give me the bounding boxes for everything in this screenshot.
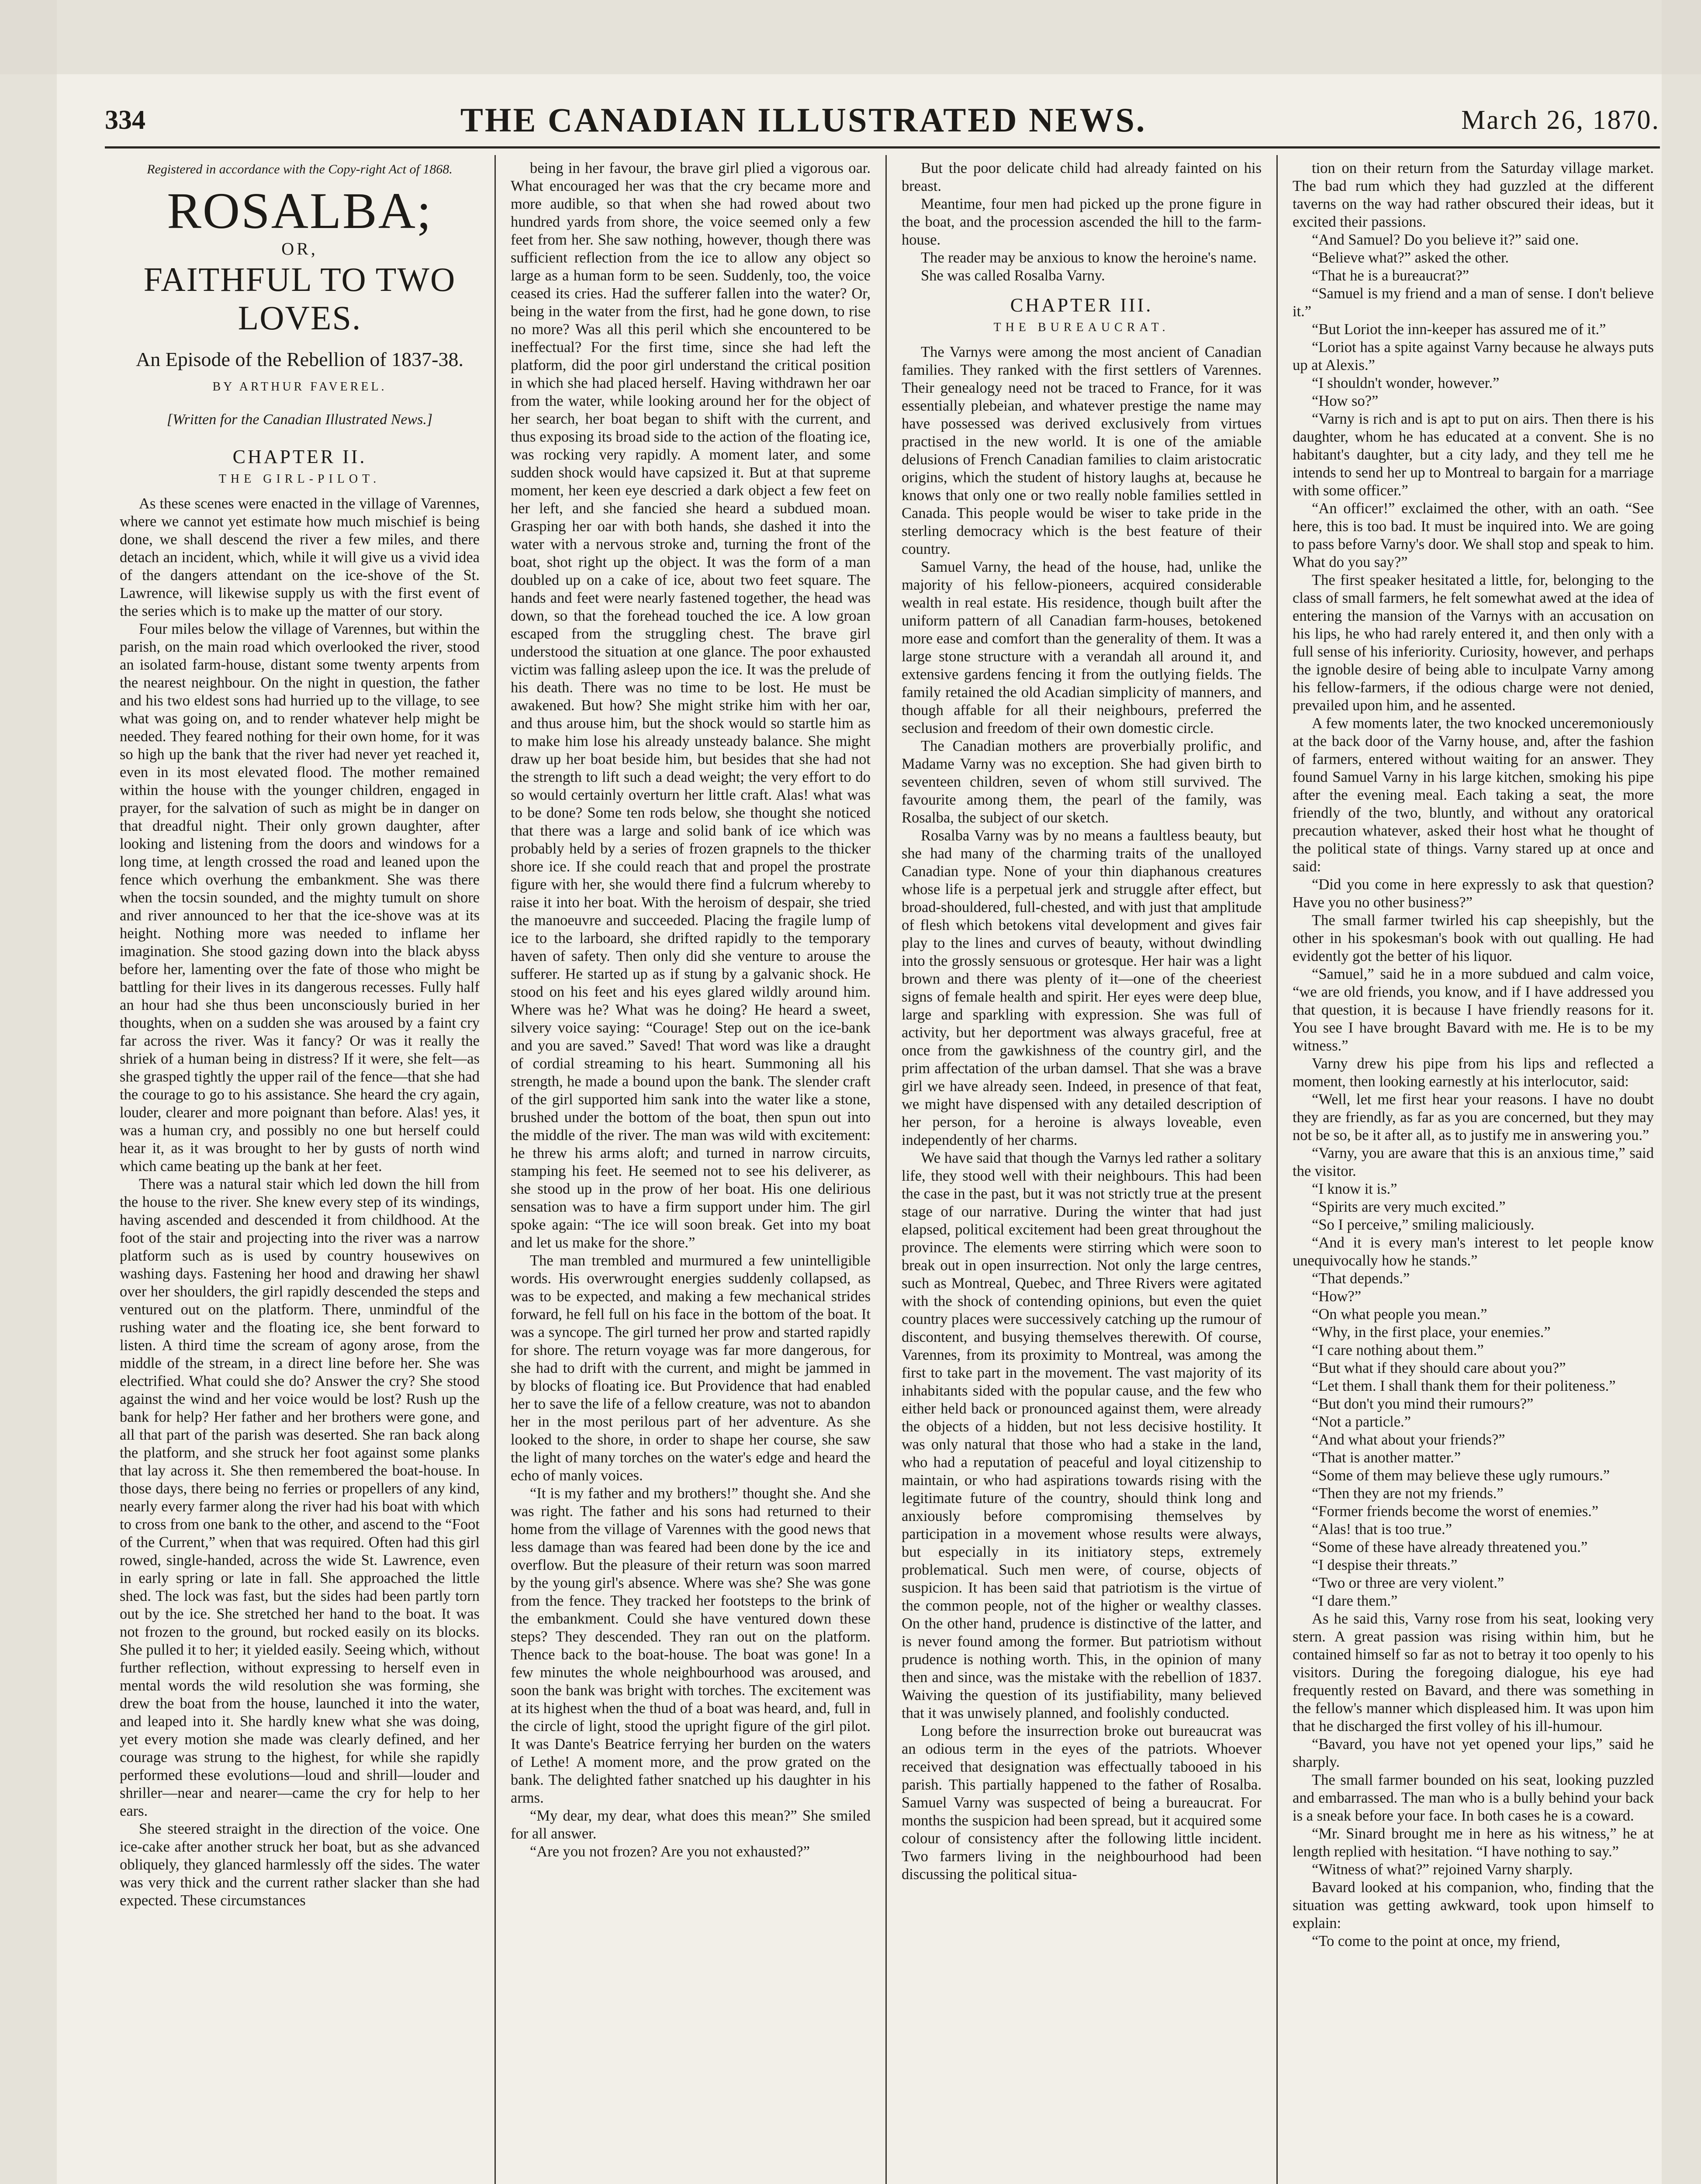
- paragraph: “Well, let me first hear your reasons. I have no doubt they are friendly, as far as you are concerned, but they may not be so, be it after all, as to justify me in answering you.”: [1293, 1091, 1654, 1144]
- paragraph: We have said that though the Varnys led rather a solitary life, they stood well with their neighbours. This had been the case in the past, but it was not strictly true at the present stage of our narrative. During the winter that had just elapsed, political excitement had been great throughout the province. The elements were stirring which were soon to break out in open insurrection. Not only the large centres, such as Montreal, Quebec, and Three Rivers were agitated with the shock of contending opinions, but even the quiet country places were successively catching up the rumour of discontent, and busying themselves therewith. Of course, Varennes, from its proximity to Montreal, was among the first to take part in the movement. The vast majority of its inhabitants sided with the popular cause, and the few who either held back or pronounced against them, were already the objects of a hidden, but not less decisive hostility. It was only natural that those who had a stake in the land, who had a reputation of peaceful and loyal citizenship to maintain, or who had aspirations towards rising with the legitimate future of the country, should think long and anxiously before compromising themselves by participation in a movement whose results were always, but especially in its initiatory steps, extremely problematical. Such men were, of course, objects of suspicion. It has been said that patriotism is the virtue of the common people, not of the higher or wealthy classes. On the other hand, prudence is distinctive of the latter, and is never found among the former. But patriotism without prudence is nothing worth. This, in the opinion of many then and since, was the mistake with the rebellion of 1837. Waiving the question of its justifiability, many believed that it was unwisely planned, and foolishly conducted.: [902, 1150, 1262, 1721]
- paragraph: tion on their return from the Saturday village market. The bad rum which they had guzzled at the different taverns on the way had rather obscured their ideas, but it excited their passions.: [1293, 160, 1654, 230]
- paragraph: She was called Rosalba Varny.: [921, 267, 1105, 284]
- chapter-heading: CHAPTER II.: [232, 446, 367, 467]
- paragraph: The man trembled and murmured a few unintelligible words. His overwrought energies suddenly collapsed, as was to be expected, and making a few mechanical strides forward, he fell full on his face in the bottom of the boat. It was a syncope. The girl turned her prow and started rapidly for shore. The return voyage was far more dangerous, for she had to drift with the current, and might be jammed in by blocks of floating ice. But Providence that had enabled her to save the life of a fellow creature, was not to abandon her in the most perilous part of her adventure. As she looked to the shore, in order to shape her course, she saw the light of many torches on the water's edge and heard the echo of manly voices.: [511, 1252, 871, 1484]
- paragraph: “My dear, my dear, what does this mean?” She smiled for all answer.: [511, 1807, 871, 1842]
- paragraph: Samuel Varny, the head of the house, had, unlike the majority of his fellow-pioneers, acquired considerable wealth in real estate. His residence, though built after the uniform pattern of all Canadian farm-houses, betokened more ease and comfort than the generality of them. It was a large stone structure with a verandah all around it, and extensive gardens fencing it from the outlying fields. The family retained the old Acadian simplicity of manners, and though affable for all their neighbours, preferred the seclusion and freedom of their own domestic circle.: [902, 559, 1262, 736]
- paragraph: “Believe what?” asked the other.: [1312, 249, 1509, 266]
- paragraph: “Why, in the first place, your enemies.”: [1312, 1324, 1551, 1341]
- paragraph: “Mr. Sinard brought me in here as his witness,” he at length replied with hesitation. “I have nothing to say.”: [1293, 1825, 1654, 1860]
- paper-edge-left: [0, 0, 57, 2184]
- paragraph: “So I perceive,” smiling maliciously.: [1312, 1216, 1535, 1233]
- story-subtitle: FAITHFUL TO TWO LOVES.: [143, 260, 456, 337]
- copyright-notice: Registered in accordance with the Copy-right Act of 1868.: [147, 162, 453, 176]
- column-4-body: [1293, 159, 1654, 1950]
- paragraph: “I shouldn't wonder, however.”: [1312, 375, 1500, 391]
- paragraph: “Did you come in here expressly to ask that question? Have you no other business?”: [1293, 876, 1654, 911]
- column-2-body: [511, 159, 871, 1861]
- written-for-note: [Written for the Canadian Illustrated News.]: [166, 411, 433, 428]
- paragraph: “Samuel,” said he in a more subdued and calm voice, “we are old friends, you know, and if I have addressed you that question, it is because I have friendly reasons for it. You see I have brought Bavard with me. He is to be my witness.”: [1293, 966, 1654, 1054]
- paragraph: Four miles below the village of Varennes, but within the parish, on the main road which overlooked the river, stood an isolated farm-house, distant some twenty arpents from the nearest neighbour. On the night in question, the father and his two eldest sons had hurried up to the village, to see what was going on, and to render whatever help might be needed. They feared nothing for their own home, for it was so high up the bank that the river had never yet reached it, even in its most elevated flood. The mother remained within the house with the younger children, engaged in prayer, for the salvation of such as might be in danger on that dreadful night. Their only grown daughter, after looking and listening from the doors and windows for a long time, at length crossed the road and leaned upon the fence which overhung the embankment. She was there when the tocsin sounded, and the mighty tumult on shore and river announced to her that the ice-shove was at its height. Nothing more was needed to inflame her imagination. She stood gazing down into the black abyss before her, lamenting over the fate of those who might be battling for their lives in its dangerous recesses. Fully half an hour had she thus been unconsciously buried in her thoughts, when on a sudden she was aroused by a faint cry far across the river. Was it fancy? Or was it really the shriek of a human being in distress? If it were, she felt—as she grasped tightly the upper rail of the fence—that she had the courage to go to his assistance. She heard the cry again, louder, clearer and more poignant than before. Alas! yes, it was a human cry, and possibly no one but herself could hear it, as it was brought to her by gusts of north wind which came beating up the bank at her feet.: [120, 621, 480, 1175]
- paragraph: “And it is every man's interest to let people know unequivocally how he stands.”: [1293, 1234, 1654, 1269]
- paragraph: “Loriot has a spite against Varny because he always puts up at Alexis.”: [1293, 339, 1654, 373]
- issue-date: March 26, 1870.: [1461, 105, 1660, 135]
- paragraph: “How?”: [1312, 1288, 1362, 1305]
- paragraph: “To come to the point at once, my friend,: [1312, 1933, 1560, 1949]
- paragraph: “But don't you mind their rumours?”: [1312, 1396, 1534, 1412]
- paragraph: “Witness of what?” rejoined Varny sharply.: [1312, 1861, 1573, 1878]
- paragraph: She steered straight in the direction of the voice. One ice-cake after another struck her boat, but as she advanced obliquely, they glanced harmlessly off the sides. The water was very thick and the current rather slacker than she had expected. These circumstances: [120, 1821, 480, 1909]
- paragraph: “Then they are not my friends.”: [1312, 1485, 1504, 1502]
- paragraph: “Spirits are very much excited.”: [1312, 1199, 1506, 1215]
- paragraph: The small farmer twirled his cap sheepishly, but the other in his spokesman's book with out qualling. He had evidently got the better of his liquor.: [1293, 912, 1654, 964]
- article-columns: [105, 155, 1669, 2184]
- story-title: ROSALBA;: [167, 182, 432, 239]
- column-3: [887, 155, 1278, 2184]
- paragraph: “That depends.”: [1312, 1270, 1410, 1287]
- column-3-body-b: [902, 343, 1262, 1883]
- chapter-heading: CHAPTER III.: [1010, 294, 1153, 316]
- paragraph: “But Loriot the inn-keeper has assured me of it.”: [1312, 321, 1606, 338]
- paragraph: “And what about your friends?”: [1312, 1431, 1505, 1448]
- chapter-title: THE GIRL-PILOT.: [218, 472, 381, 486]
- paragraph: Meantime, four men had picked up the prone figure in the boat, and the procession ascended the hill to the farm-house.: [902, 196, 1262, 248]
- paragraph: “I know it is.”: [1312, 1181, 1397, 1197]
- paragraph: But the poor delicate child had already fainted on his breast.: [902, 160, 1262, 194]
- paragraph: “How so?”: [1312, 393, 1379, 409]
- chapter-title: THE BUREAUCRAT.: [993, 321, 1170, 334]
- paragraph: “I dare them.”: [1312, 1593, 1398, 1609]
- paragraph: “Varny, you are aware that this is an anxious time,” said the visitor.: [1293, 1145, 1654, 1179]
- paragraph: “Not a particle.”: [1312, 1413, 1411, 1430]
- paragraph: A few moments later, the two knocked unceremoniously at the back door of the Varny house, and, after the fashion of farmers, entered without waiting for an answer. They found Samuel Varny in his large kitchen, smoking his pipe after the evening meal. Each taking a seat, the more friendly of the two, bluntly, and without any oratorical precaution whatever, asked their host what he thought of the political state of things. Varny stared up at once and said:: [1293, 715, 1654, 875]
- column-1-body: [120, 495, 480, 1910]
- paragraph: “And Samuel? Do you believe it?” said one.: [1312, 232, 1579, 248]
- masthead: [105, 94, 1660, 149]
- paragraph: “An officer!” exclaimed the other, with an oath. “See here, this is too bad. It must be inquired into. We are going to pass before Varny's door. We shall stop and speak to him. What do you say?”: [1293, 500, 1654, 570]
- paragraph: “Alas! that is too true.”: [1312, 1521, 1452, 1538]
- paragraph: Rosalba Varny was by no means a faultless beauty, but she had many of the charming traits of the unalloyed Canadian type. None of your thin diaphanous creatures whose life is a perpetual jerk and struggle after effect, but broad-shouldered, full-chested, and with just that amplitude of flesh which betokens vital development and gives fair play to the lines and curves of beauty, without dwindling into the grossly sensuous or grotesque. Her hair was a light brown and there was plenty of it—one of the cheeriest signs of female health and spirit. Her eyes were deep blue, large and sparkling with expression. She was full of activity, but her deportment was always graceful, free at once from the gawkishness of the country girl, and the prim affectation of the urban damsel. That she was a brave girl we have already seen. Indeed, in presence of that feat, we might have dispensed with any detailed description of her person, for a heroine is always loveable, even independently of her charms.: [902, 827, 1262, 1148]
- paragraph: The small farmer bounded on his seat, looking puzzled and embarrassed. The man who is a bully behind your back is a sneak before your face. In both cases he is a coward.: [1293, 1772, 1654, 1824]
- column-4: [1278, 155, 1669, 2184]
- paragraph: The reader may be anxious to know the heroine's name.: [921, 249, 1257, 266]
- paragraph: “Two or three are very violent.”: [1312, 1575, 1504, 1591]
- column-2: [496, 155, 887, 2184]
- paragraph: “Bavard, you have not yet opened your lips,” said he sharply.: [1293, 1736, 1654, 1770]
- paragraph: “That is another matter.”: [1312, 1449, 1461, 1466]
- paragraph: “Some of these have already threatened you.”: [1312, 1539, 1588, 1555]
- paragraph: “It is my father and my brothers!” thought she. And she was right. The father and his sons had returned to their home from the village of Varennes with the good news that less damage than was feared had been done by the ice and overflow. But the pleasure of their return was soon marred by the young girl's absence. Where was she? She was gone from the fence. They tracked her footsteps to the brink of the embankment. Could she have ventured down these steps? They descended. They ran out on the platform. Thence back to the boat-house. The boat was gone! In a few minutes the whole neighbourhood was aroused, and soon the bank was bright with torches. The excitement was at its highest when the thud of a boat was heard, and, full in the circle of light, stood the upright figure of the girl pilot. It was Dante's Beatrice ferrying her burden on the waters of Lethe! A moment more, and the prow grated on the bank. The delighted father snatched up his daughter in his arms.: [511, 1485, 871, 1806]
- paragraph: “On what people you mean.”: [1312, 1306, 1487, 1323]
- paragraph: “Varny is rich and is apt to put on airs. Then there is his daughter, whom he has educated at a convent. She is no habitant's daughter, but a city lady, and they tell me he intends to send her up to Montreal to bargain for a marriage with some officer.”: [1293, 411, 1654, 499]
- paragraph: There was a natural stair which led down the hill from the house to the river. She knew every step of its windings, having ascended and descended it from childhood. At the foot of the stair and projecting into the river was a narrow platform such as is used by country housewives on washing days. Fastening her hood and drawing her shawl over her shoulders, the girl rapidly descended the steps and ventured out on the platform. There, unmindful of the rushing water and the floating ice, she bent forward to listen. A third time the scream of agony arose, from the middle of the stream, in a direct line before her. She was electrified. What could she do? Answer the cry? She stood against the wind and her voice would be lost? Rush up the bank for help? Her father and her brothers were gone, and all that part of the parish was deserted. She ran back along the platform, and she struck her foot against some planks that lay across it. She then remembered the boat-house. In those days, there being no ferries or propellers of any kind, nearly every farmer along the river had his boat with which to cross from one bank to the other, and ascend to the “Foot of the Current,” when that was required. Often had this girl rowed, single-handed, across the wide St. Lawrence, even in early spring or late in fall. She approached the little shed. The lock was fast, but the sides had been partly torn out by the ice. She stretched her hand to the boat. It was not frozen to the ground, but rocked easily on its blocks. She pulled it to her; it yielded easily. Seeing which, without further reflection, without expressing to herself even in mental words the wild resolution she was forming, she drew the boat from the house, launched it into the water, and leaped into it. She hardly knew what she was doing, yet every motion she made was clearly defined, and her courage was strung to the highest, for while she rapidly performed these evolutions—loud and shrill—louder and shriller—near and nearer—came the cry for help to her ears.: [120, 1176, 480, 1819]
- paragraph: being in her favour, the brave girl plied a vigorous oar. What encouraged her was that the cry became more and more audible, so that when she had rowed about two hundred yards from shore, the voice seemed only a few feet from her. She saw nothing, however, though there was sufficient reflection from the ice to allow any object so large as a human form to be seen. Suddenly, too, the voice ceased its cries. Had the sufferer fallen into the water? Or, being in the water from the first, had he gone down, to rise no more? Was all this peril which she encountered to be ineffectual? For the first time, since she had left the platform, did the poor girl understand the critical position in which she had placed herself. Having withdrawn her oar from the water, while looking around her for the object of her search, her boat began to shift with the current, and thus exposing its broad side to the action of the floating ice, was rocking very rapidly. A moment later, and some sudden shock would have capsized it. But at that supreme moment, her keen eye descried a dark object a few feet on her left, and she fancied she heard a subdued moan. Grasping her oar with both hands, she dashed it into the water with a nervous stroke and, turning the front of the boat, shot right up the object. It was the form of a man doubled up on a cake of ice, about two feet square. The hands and feet were nearly fastened together, the head was down, so that the forehead touched the ice. A low groan escaped from the struggling chest. The brave girl understood the situation at one glance. The poor exhausted victim was falling asleep upon the ice. It was the prelude of his death. There was no time to be lost. He must be awakened. But how? She might strike him with her oar, and thus arouse him, but the shock would so startle him as to make him lose his already unsteady balance. She might draw up her boat beside him, but besides that she had not the strength to lift such a dead weight; the very effort to do so would certainly overturn her little craft. Alas! what was to be done? Some ten rods below, she thought she noticed that there was a large and solid bank of ice which was probably held by a series of frozen grapnels to the thicker shore ice. If she could reach that and propel the prostrate figure with her, she would there find a fulcrum whereby to raise it into her boat. With the heroism of despair, she tried the manoeuvre and succeeded. Placing the fragile lump of ice to the larboard, she drifted rapidly to the temporary haven of safety. Then only did she venture to arouse the sufferer. He started up as if stung by a galvanic shock. He stood on his feet and his eyes glared wildly around him. Where was he? What was he doing? He heard a sweet, silvery voice saying: “Courage! Step out on the ice-bank and you are saved.” Saved! That word was like a draught of cordial streaming to his heart. Summoning all his strength, he made a bound upon the bank. The slender craft of the girl supported him sank into the water like a stone, brushed under the bottom of the boat, then spun out into the middle of the river. The man was wild with excitement: he threw his arms aloft; and turned in narrow circuits, stamping his feet. He seemed not to see his deliverer, as she stood up in the prow of her boat. His one delirious sensation was to have a firm support under him. The girl spoke again: “The ice will soon break. Get into my boat and let us make for the shore.”: [511, 160, 871, 1251]
- paragraph: As these scenes were enacted in the village of Varennes, where we cannot yet estimate how much mischief is being done, we shall descend the river a few miles, and there detach an incident, which, while it will give us a vivid idea of the dangers attendant on the ice-shove of the St. Lawrence, will likewise supply us with the first event of the series which is to make up the matter of our story.: [120, 495, 480, 619]
- paragraph: “Let them. I shall thank them for their politeness.”: [1312, 1378, 1616, 1394]
- paragraph: “Are you not frozen? Are you not exhausted?”: [530, 1843, 810, 1860]
- column-3-body-a: [902, 159, 1262, 285]
- paragraph: “Former friends become the worst of enemies.”: [1312, 1503, 1599, 1520]
- story-byline: BY ARTHUR FAVEREL.: [212, 380, 387, 394]
- paragraph: “Samuel is my friend and a man of sense. I don't believe it.”: [1293, 285, 1654, 320]
- paragraph: The Varnys were among the most ancient of Canadian families. They ranked with the first settlers of Varennes. Their genealogy need not be traced to France, for it was essentially plebeian, and whatever prestige the name may have possessed was derived exclusively from virtues practised in the new world. It is one of the amiable delusions of French Canadian families to claim aristocratic origins, which the student of history laughs at, because he knows that only one or two really noble families settled in Canada. This people would be wiser to take pride in the sterling democracy which is the best feature of their country.: [902, 344, 1262, 557]
- paragraph: The Canadian mothers are proverbially prolific, and Madame Varny was no exception. She had given birth to seventeen children, seven of whom still survived. The favourite among them, the pearl of the family, was Rosalba, the subject of our sketch.: [902, 738, 1262, 826]
- paragraph: “I care nothing about them.”: [1312, 1342, 1484, 1358]
- paragraph: The first speaker hesitated a little, for, belonging to the class of small farmers, he felt somewhat awed at the idea of entering the mansion of the Varnys with an accusation on his lips, he who had rarely entered it, and then only with a full sense of his inferiority. Curiosity, however, and perhaps the ignoble desire of being able to inculpate Varny among his fellow-farmers, if the odious charge were not denied, prevailed upon him, and he assented.: [1293, 572, 1654, 714]
- paragraph: “Some of them may believe these ugly rumours.”: [1312, 1467, 1610, 1484]
- column-1: [105, 155, 496, 2184]
- paragraph: Long before the insurrection broke out bureaucrat was an odious term in the eyes of the patriots. Whoever received that designation was effectually tabooed in his parish. This partially happened to the father of Rosalba. Samuel Varny was suspected of being a bureaucrat. For months the suspicion had been spread, but it acquired some colour of consistency after the following little incident. Two farmers living in the neighbourhood had been discussing the political situa-: [902, 1723, 1262, 1883]
- paragraph: Bavard looked at his companion, who, finding that the situation was getting awkward, took upon himself to explain:: [1293, 1879, 1654, 1932]
- paper-edge-top: [0, 0, 1701, 74]
- story-episode: An Episode of the Rebellion of 1837-38.: [136, 348, 463, 370]
- paragraph: As he said this, Varny rose from his seat, looking very stern. A great passion was rising within him, but he contained himself so far as not to betray it too openly to his visitors. During the foregoing dialogue, his eye had frequently rested on Bavard, and there was something in the fellow's manner which displeased him. It was upon him that he discharged the first volley of his ill-humour.: [1293, 1610, 1654, 1735]
- page-number: 334: [105, 105, 145, 135]
- story-or: OR,: [281, 239, 318, 259]
- newspaper-title: THE CANADIAN ILLUSTRATED NEWS.: [460, 101, 1147, 139]
- paragraph: Varny drew his pipe from his lips and reflected a moment, then looking earnestly at his interlocutor, said:: [1293, 1055, 1654, 1090]
- paragraph: “But what if they should care about you?”: [1312, 1360, 1566, 1376]
- paragraph: “I despise their threats.”: [1312, 1557, 1458, 1573]
- paragraph: “That he is a bureaucrat?”: [1312, 267, 1469, 284]
